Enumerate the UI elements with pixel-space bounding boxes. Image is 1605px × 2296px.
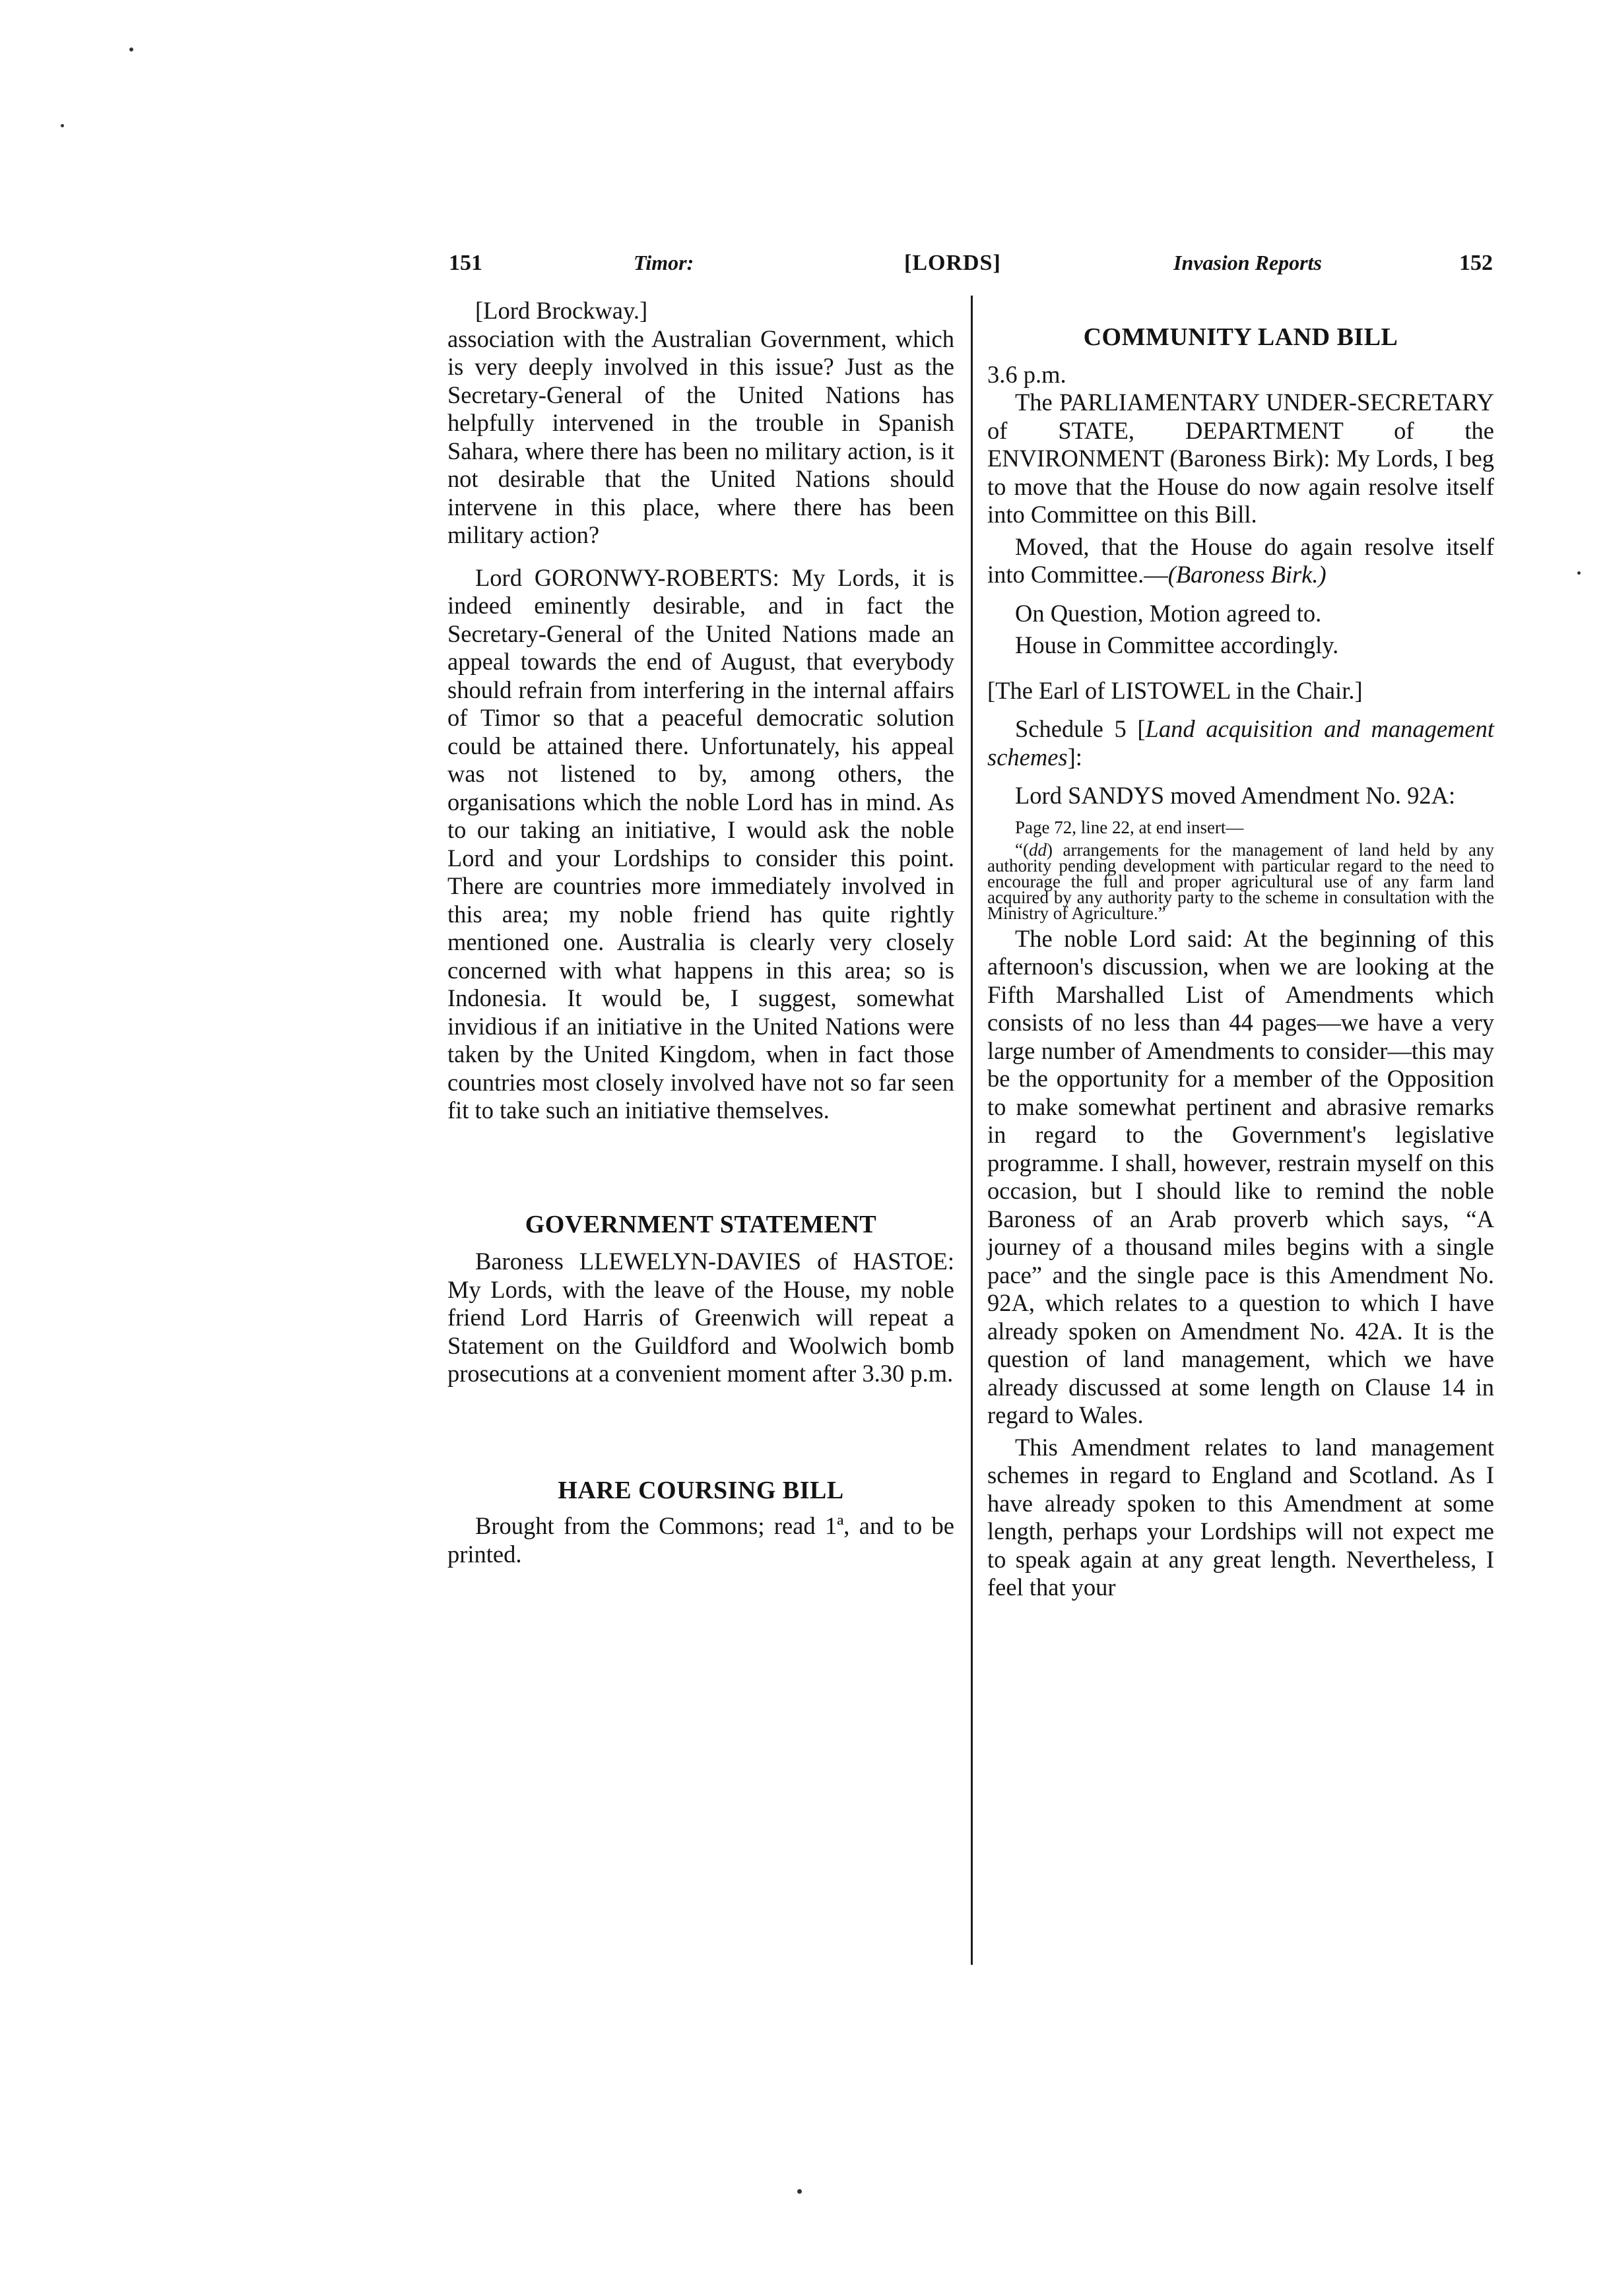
column-divider [971,296,973,1965]
house-name: [LORDS] [904,251,1001,275]
government-statement-heading: GOVERNMENT STATEMENT [525,1210,877,1238]
left-running-title: Timor: [634,251,694,274]
scan-speck [61,124,64,127]
government-statement-text: Baroness LLEWELYN-DAVIES of HASTOE: My Lords, with the leave of the House, my noble friend Lord Harris of Greenwich will repeat a Statement on the Guildford and Woolwich bomb prosecutions at a convenient moment after 3.30 p.m. [447,1248,954,1387]
chair-note: [The Earl of LISTOWEL in the Chair.] [987,676,1363,704]
schedule-suffix: ]: [1067,743,1082,771]
amendment-dd: dd [1028,839,1047,860]
question-result: On Question, Motion agreed to. [1015,599,1322,627]
moved-text: Moved, that the House do again resolve itself into Committee.— [987,532,1494,588]
amendment-reference: Page 72, line 22, at end insert— [1015,817,1244,837]
right-page-number: 152 [1459,251,1493,275]
scan-speck [1577,571,1581,575]
time-stamp: 3.6 p.m. [987,360,1066,388]
schedule-line [987,715,1494,771]
scan-speck [129,48,133,51]
amendment-body: ) arrangements for the management of land held by any authority pending development with particular regard to the need to encourage the full and proper agricultural use of any farm land acquired by any authority party to the scheme in consultation with the Ministry of Agriculture.” [987,839,1494,923]
left-column [447,297,954,1568]
continuation-paragraph: association with the Australian Government, which is very deeply involved in this issue? Just as the Secretary-General of the United Nations has helpfully intervened in the trouble in Spanish Sahara, where there has been no military action, is it not desirable that the United Nations should intervene in this place, where there has been military action? [447,325,954,548]
left-page-number: 151 [449,251,482,275]
sandys-speech-1: The noble Lord said: At the beginning of this afternoon's discussion, when we are looking at the Fifth Marshalled List of Amendments which consists of no less than 44 pages—we have a very large number of Amendments to consider—this may be the opportunity for a member of the Opposition to make somewhat pertinent and abrasive remarks in regard to the Government's legislative programme. I shall, however, restrain myself on this occasion, but I should like to remind the noble Baroness of an Arab proverb which says, “A journey of a thousand miles begins with a single pace” and the single pace is this Amendment No. 92A, which relates to a question to which I have already spoken on Amendment No. 42A. It is the question of land management, which we have already discussed at some length on Clause 14 in regard to Wales. [987,924,1494,1428]
schedule-prefix: Schedule 5 [ [1015,715,1146,742]
amendment-mover: Lord SANDYS moved Amendment No. 92A: [1015,782,1456,809]
baroness-birk-motion: The PARLIAMENTARY UNDER-SECRETARY of STATE, DEPARTMENT of the ENVIRONMENT (Baroness Birk): My Lords, I beg to move that the House do now again resolve itself into Committee on this Bill. [987,389,1494,528]
committee-note: House in Committee accordingly. [1015,631,1339,658]
schedule-title: Land acquisition and management schemes [987,715,1495,771]
page-header [449,251,1493,297]
moved-attribution: (Baroness Birk.) [1167,561,1327,588]
speaker-attribution: [Lord Brockway.] [475,297,648,324]
hare-coursing-text: Brought from the Commons; read 1ª, and to be printed. [447,1512,954,1568]
amendment-text [987,839,1494,923]
goronwy-roberts-reply: Lord GORONWY-ROBERTS: My Lords, it is indeed eminently desirable, and in fact the Secretary-General of the United Nations made an appeal towards the end of August, that everybody should refrain from interfering in the internal affairs of Timor so that a peaceful democratic solution could be attained there. Unfortunately, his appeal was not listened to by, among others, the organisations which the noble Lord has in mind. As to our taking an initiative, I would ask the noble Lord and your Lordships to consider this point. There are countries more immediately involved in this area; my noble friend has quite rightly mentioned one. Australia is clearly very closely concerned with what happens in this area; so is Indonesia. It would be, I suggest, somewhat invidious if an initiative in the United Nations were taken by the United Kingdom, when in fact those countries most closely involved have not so far seen fit to take such an initiative themselves. [447,563,954,1124]
amendment-open-quote: “( [1015,839,1029,860]
community-land-heading: COMMUNITY LAND BILL [1083,323,1398,351]
hare-coursing-heading: HARE COURSING BILL [558,1476,844,1504]
sandys-speech-2: This Amendment relates to land management schemes in regard to England and Scotland. As I have already spoken to this Amendment at some length, perhaps your Lordships will not expect me to speak again at any great length. Nevertheless, I feel that your [987,1433,1494,1601]
right-column [987,297,1494,1602]
moved-motion [987,533,1494,589]
right-running-title: Invasion Reports [1173,251,1322,274]
scan-speck [797,2189,802,2194]
